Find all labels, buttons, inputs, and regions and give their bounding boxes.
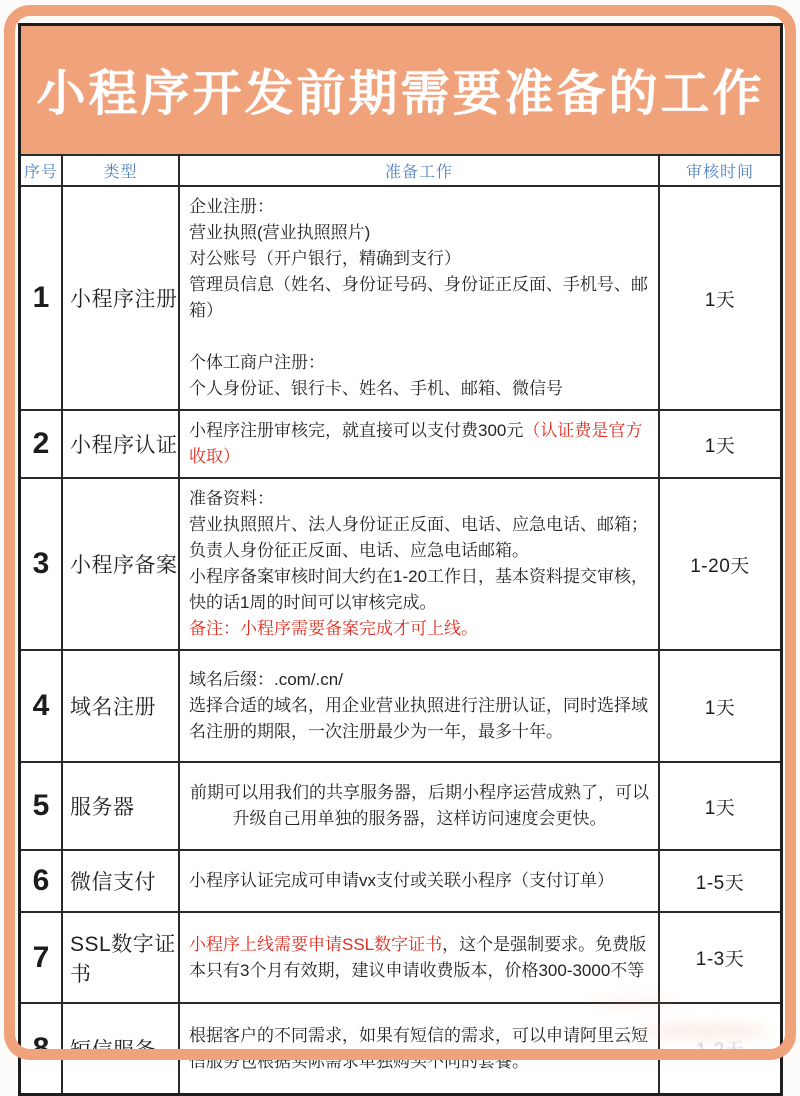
time-cell — [660, 411, 780, 477]
prep-text: 选择合适的域名，用企业营业执照进行注册认证，同时选择域名注册的期限，一次注册最少为一年，最多十年。 — [189, 696, 648, 741]
highlight-text: （认证费是官方收取） — [189, 421, 643, 466]
table-body — [21, 185, 780, 1093]
time-value: 1天 — [704, 435, 736, 457]
time-value: 1-3天 — [695, 949, 745, 970]
prep-line — [189, 376, 650, 402]
time-cell — [660, 1004, 780, 1093]
row-number-cell: 7 — [21, 913, 63, 1002]
column-header-type: 类型 — [63, 156, 180, 185]
time-value: 1天 — [704, 289, 736, 311]
prep-text: 企业注册： — [189, 197, 274, 216]
table-row — [21, 185, 780, 409]
type-cell: 微信支付 — [63, 851, 180, 911]
time-value: 1天 — [704, 797, 736, 819]
prep-cell — [180, 651, 660, 761]
table-row — [21, 477, 780, 649]
type-cell: 小程序认证 — [63, 411, 180, 477]
row-number-cell: 3 — [21, 479, 63, 649]
time-cell — [660, 851, 780, 911]
time-cell — [660, 187, 780, 409]
prep-text: 管理员信息（姓名、身份证号码、身份证正反面、手机号、邮箱） — [189, 275, 648, 320]
type-cell: 服务器 — [63, 763, 180, 849]
prep-line — [189, 780, 650, 832]
prep-cell — [180, 913, 660, 1002]
time-cell — [660, 479, 780, 649]
table-row — [21, 409, 780, 477]
prep-line — [189, 418, 650, 470]
table-row — [21, 1002, 780, 1093]
table-row — [21, 911, 780, 1002]
prep-line — [189, 868, 650, 894]
type-cell: SSL数字证书 — [63, 913, 180, 1002]
prep-text: 小程序备案审核时间大约在1-20工作日，基本资料提交审核，快的话1周的时间可以审核完成。 — [189, 567, 649, 612]
row-number-cell: 4 — [21, 651, 63, 761]
prep-cell — [180, 851, 660, 911]
table-row — [21, 649, 780, 761]
prep-cell — [180, 411, 660, 477]
prep-text: 个体工商户注册： — [189, 353, 325, 372]
column-header-time: 审核时间 — [685, 164, 754, 181]
highlight-text: 小程序上线需要申请SSL数字证书 — [189, 934, 443, 954]
prep-line — [189, 616, 650, 642]
prep-line — [189, 324, 650, 350]
column-header-no: 序号 — [21, 156, 63, 185]
prep-text: 准备资料： — [189, 489, 274, 508]
column-header-row — [21, 154, 780, 185]
prep-text: 对公账号（开户银行，精确到支行） — [189, 249, 461, 268]
prep-text: 个人身份证、银行卡、姓名、手机、邮箱、微信号 — [189, 379, 563, 398]
type-cell: 域名注册 — [63, 651, 180, 761]
time-value: 1-20天 — [690, 555, 750, 577]
row-number-cell: 6 — [21, 851, 63, 911]
row-number-cell: 2 — [21, 411, 63, 477]
prep-cell — [180, 479, 660, 649]
table-row — [21, 761, 780, 849]
prep-line — [189, 194, 650, 220]
prep-text: ，这个是强制要求。免费版本只有3个月有效期，建议申请收费版本，价格300-3000不等 — [189, 934, 647, 980]
prep-line — [189, 272, 650, 324]
prep-text: 小程序认证完成可申请vx支付或关联小程序（支付订单） — [189, 871, 614, 890]
prep-line — [189, 246, 650, 272]
prep-line — [189, 693, 650, 745]
row-number-cell: 8 — [21, 1004, 63, 1093]
prep-text: 根据客户的不同需求，如果有短信的需求，可以申请阿里云短信服务包根据实际需求单独购买不同的套餐。 — [189, 1025, 648, 1071]
row-number-cell: 1 — [21, 187, 63, 409]
prep-text: 营业执照(营业执照照片) — [189, 223, 371, 242]
time-value: 1-5天 — [695, 872, 745, 894]
prep-cell — [180, 763, 660, 849]
prep-line — [189, 350, 650, 376]
prep-line — [189, 932, 650, 984]
time-cell — [660, 763, 780, 849]
prep-cell — [180, 187, 660, 409]
time-value: 1-2天 — [695, 1040, 745, 1061]
type-cell: 短信服务 — [63, 1004, 180, 1093]
type-cell: 小程序备案 — [63, 479, 180, 649]
prep-text: 域名后缀：.com/.cn/ — [189, 670, 343, 689]
row-number-cell: 5 — [21, 763, 63, 849]
prep-line — [189, 512, 650, 538]
prep-line — [189, 667, 650, 693]
prep-text: 营业执照照片、法人身份证正反面、电话、应急电话、邮箱； — [189, 515, 648, 534]
table-row — [21, 849, 780, 911]
title-banner — [21, 26, 780, 154]
highlight-text: 备注：小程序需要备案完成才可上线。 — [189, 619, 478, 638]
prep-line — [189, 486, 650, 512]
page-title: 小程序开发前期需要准备的工作 — [36, 67, 765, 121]
type-cell: 小程序注册 — [63, 187, 180, 409]
prep-text: 负责人身份征正反面、电话、应急电话邮箱。 — [189, 541, 529, 560]
time-value: 1天 — [704, 697, 736, 719]
prep-cell — [180, 1004, 660, 1093]
prep-line — [189, 564, 650, 616]
prep-line — [189, 538, 650, 564]
column-header-prep: 准备工作 — [180, 156, 660, 185]
preparation-table — [18, 23, 783, 1096]
prep-line — [189, 220, 650, 246]
time-cell — [660, 913, 780, 1002]
prep-text: 前期可以用我们的共享服务器，后期小程序运营成熟了，可以升级自己用单独的服务器，这样访问速度会更快。 — [190, 783, 649, 828]
time-cell — [660, 651, 780, 761]
prep-text: 小程序注册审核完，就直接可以支付费300元 — [189, 421, 524, 440]
